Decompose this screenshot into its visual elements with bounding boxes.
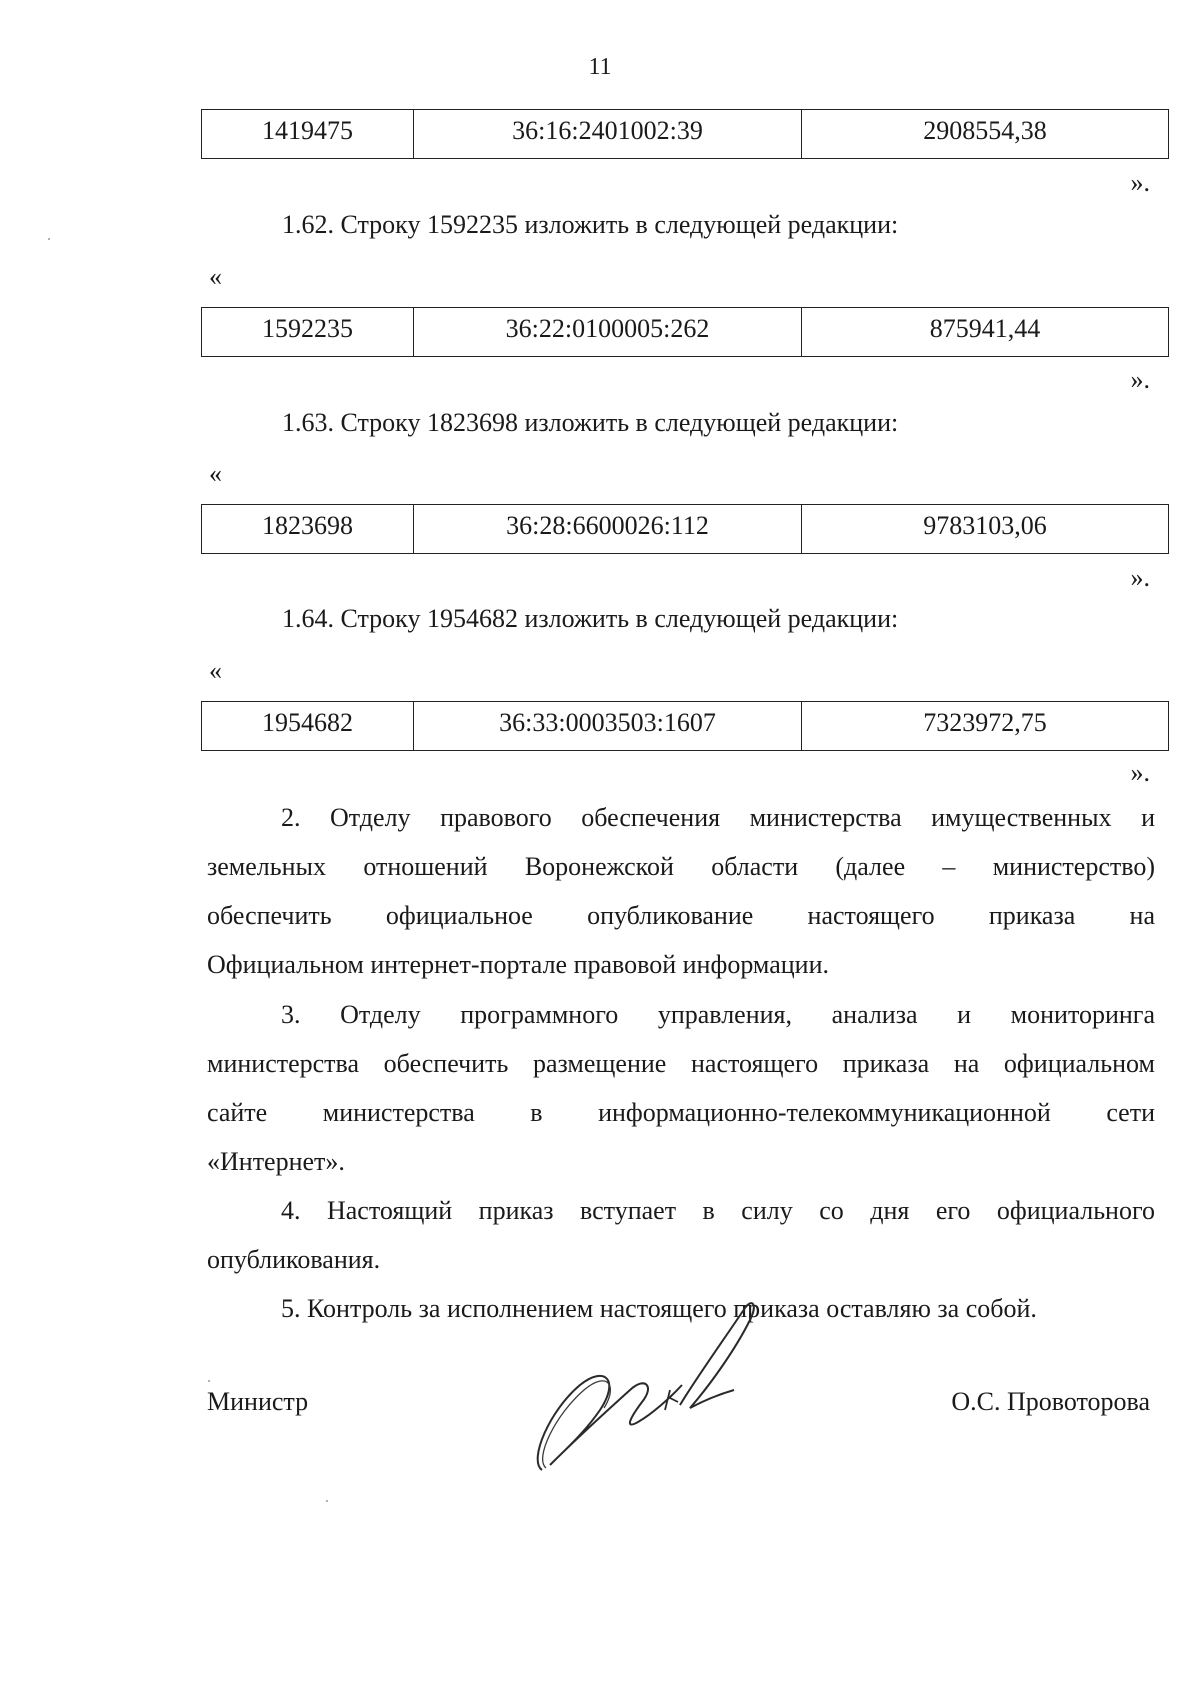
scan-speck: [48, 238, 50, 240]
opening-quote: «: [209, 262, 222, 291]
table-cell-code: 1419475: [202, 110, 414, 158]
paragraph-line: опубликования.: [207, 1245, 381, 1274]
table-cell-code: 1592235: [202, 308, 414, 356]
paragraph-line: сайте министерства в информационно-телекоммуникационной сети: [207, 1098, 1155, 1127]
table-cell-code: 1954682: [202, 702, 414, 750]
paragraph-line: «Интернет».: [207, 1147, 345, 1176]
table-row: [201, 701, 1169, 751]
item-heading: 1.64. Строку 1954682 изложить в следующей редакции:: [282, 604, 899, 633]
closing-quote: ».: [1130, 563, 1150, 592]
table-row: [201, 504, 1169, 554]
paragraph-line: Официальном интернет-портале правовой информации.: [207, 950, 829, 979]
paragraph-3: [207, 990, 1155, 1186]
handwritten-signature: [520, 1290, 770, 1480]
page-number: 11: [588, 54, 612, 80]
table-cell-code: 1823698: [202, 505, 414, 553]
paragraph-4: [207, 1186, 1155, 1284]
table-cell-value: 7323972,75: [923, 708, 1047, 737]
table-cell-cadastral-number: 36:28:6600026:112: [414, 505, 802, 553]
paragraph-line: земельных отношений Воронежской области (далее – министерство): [207, 852, 1155, 881]
paragraph-line: министерства обеспечить размещение настоящего приказа на официальном: [207, 1049, 1155, 1078]
signatory-title: Министр: [207, 1387, 309, 1416]
table-cell-cadastral-number: 36:16:2401002:39: [414, 110, 802, 158]
table-row: [201, 109, 1169, 159]
closing-quote: ».: [1130, 168, 1150, 197]
scan-speck: [326, 1500, 328, 1502]
opening-quote: «: [209, 459, 222, 488]
table-cell-value: 9783103,06: [923, 511, 1047, 540]
table-cell-cadastral-number: 36:33:0003503:1607: [414, 702, 802, 750]
table-cell-value: 2908554,38: [923, 116, 1047, 145]
signatory-name: О.С. Провоторова: [951, 1387, 1150, 1416]
table-cell-value: 875941,44: [929, 314, 1041, 343]
item-heading: 1.63. Строку 1823698 изложить в следующей редакции:: [282, 408, 899, 437]
item-heading: 1.62. Строку 1592235 изложить в следующей редакции:: [282, 210, 899, 239]
paragraph-line: 2. Отделу правового обеспечения министерства имущественных и: [281, 803, 1155, 832]
table-row: [201, 307, 1169, 357]
paragraph-line: 4. Настоящий приказ вступает в силу со дня его официального: [281, 1196, 1155, 1225]
table-cell-cadastral-number: 36:22:0100005:262: [414, 308, 802, 356]
paragraph-line: 5. Контроль за исполнением настоящего приказа оставляю за собой.: [281, 1294, 1037, 1323]
paragraph-2: [207, 793, 1155, 989]
opening-quote: «: [209, 656, 222, 685]
paragraph-line: 3. Отделу программного управления, анализа и мониторинга: [281, 1000, 1155, 1029]
paragraph-line: обеспечить официальное опубликование настоящего приказа на: [207, 901, 1155, 930]
scan-speck: [208, 1380, 210, 1382]
closing-quote: ».: [1130, 758, 1150, 787]
closing-quote: ».: [1130, 365, 1150, 394]
